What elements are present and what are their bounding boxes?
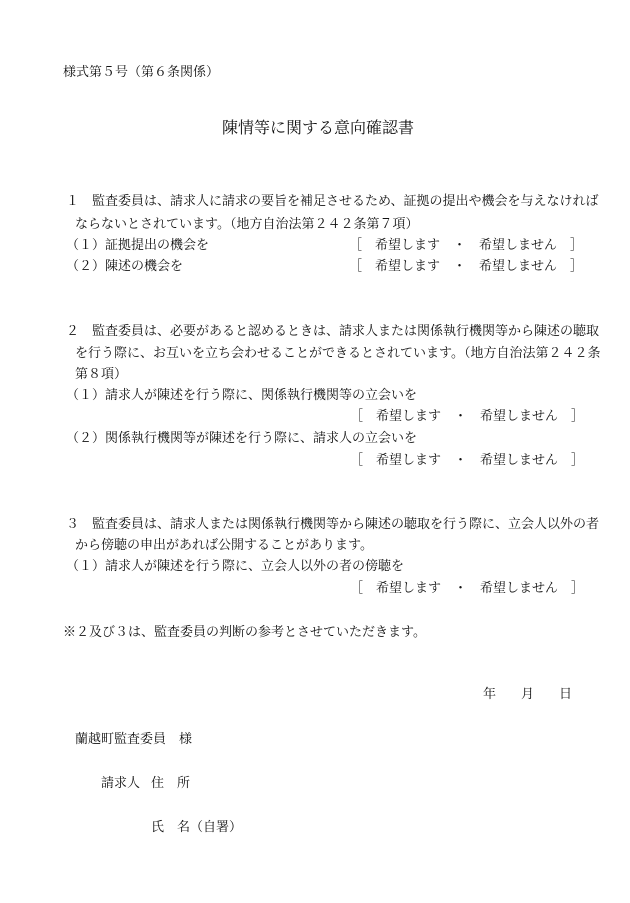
date-year-label: 年 <box>483 687 497 702</box>
form-number: 様式第５号（第６条関係） <box>63 65 220 80</box>
section-2-item-1-choice[interactable]: ［ 希望します ・ 希望しません ］ <box>350 409 585 424</box>
address-label: 住 所 <box>151 776 191 791</box>
section-1-item-1: （１）証拠提出の機会を <box>66 238 210 253</box>
section-3-line-2: から傍聴の申出があれば公開することがあります。 <box>75 538 373 553</box>
addressee: 蘭越町監査委員 様 <box>75 732 193 747</box>
section-3-line-1: ３ 監査委員は、請求人または関係執行機関等から陳述の聴取を行う際に、立会人以外の者 <box>66 517 600 532</box>
note: ※２及び３は、監査委員の判断の参考とさせていただきます。 <box>63 625 426 640</box>
section-2-item-1: （１）請求人が陳述を行う際に、関係執行機関等の立会いを <box>66 388 418 403</box>
section-1-item-1-choice[interactable]: ［ 希望します ・ 希望しません ］ <box>349 238 584 253</box>
section-1-item-2-choice[interactable]: ［ 希望します ・ 希望しません ］ <box>349 259 584 274</box>
section-2-line-3: 第８項） <box>75 367 128 382</box>
section-2-line-1: ２ 監査委員は、必要があると認めるときは、請求人または関係執行機関等から陳述の聴取 <box>66 324 600 339</box>
name-label: 氏 名（自署） <box>151 820 243 835</box>
section-2-item-2-choice[interactable]: ［ 希望します ・ 希望しません ］ <box>350 453 585 468</box>
section-1-line-2: ならないとされています。（地方自治法第２４２条第７項） <box>75 217 419 232</box>
date-month-label: 月 <box>521 687 535 702</box>
requester-label: 請求人 <box>101 776 141 791</box>
section-1-line-1: １ 監査委員は、請求人に請求の要旨を補足させるため、証拠の提出や機会を与えなければ <box>66 194 599 209</box>
document-title: 陳情等に関する意向確認書 <box>222 118 415 137</box>
section-2-line-2: を行う際に、お互いを立ち会わせることができるとされています。（地方自治法第２４２条 <box>75 346 601 361</box>
section-2-item-2: （２）関係執行機関等が陳述を行う際に、請求人の立会いを <box>66 431 418 446</box>
section-3-item-1: （１）請求人が陳述を行う際に、立会人以外の者の傍聴を <box>66 559 405 574</box>
date-day-label: 日 <box>559 687 573 702</box>
section-1-item-2: （２）陳述の機会を <box>66 259 184 274</box>
section-3-item-1-choice[interactable]: ［ 希望します ・ 希望しません ］ <box>350 581 585 596</box>
